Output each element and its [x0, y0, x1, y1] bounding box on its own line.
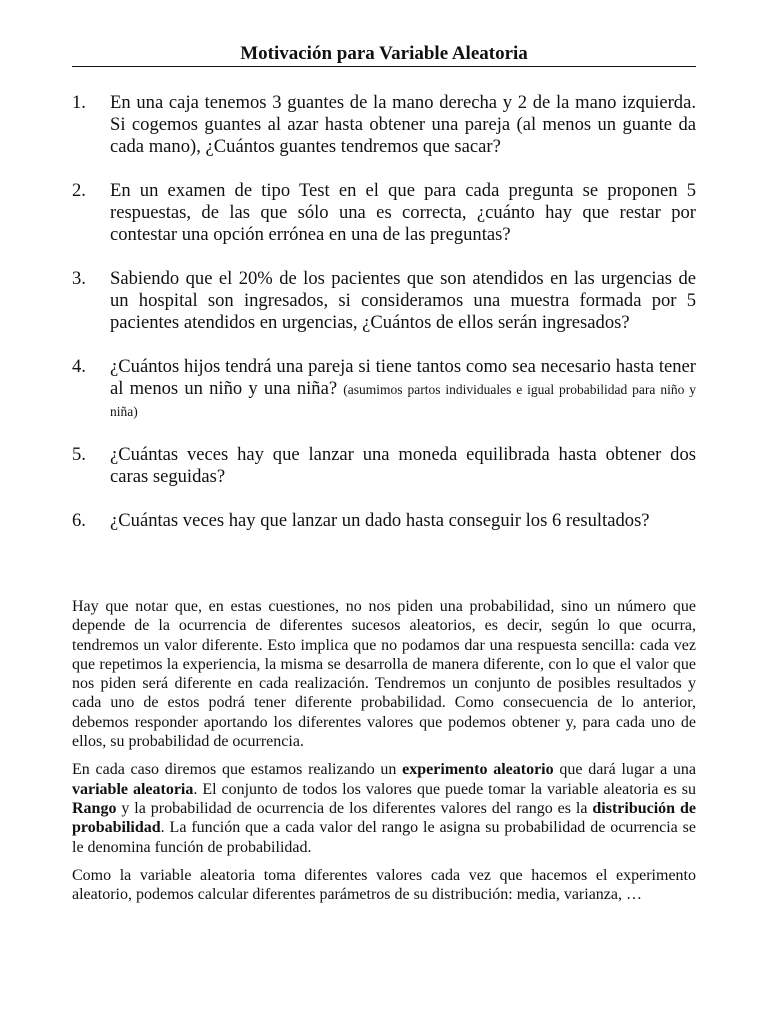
paragraph-parameters: Como la variable aleatoria toma diferentes valores cada vez que hacemos el experimento aleatorio, podemos calcular diferentes parámetros de su distribución: media, varianza, … — [72, 866, 696, 904]
question-number: 3. — [72, 268, 86, 289]
text-segment: En cada caso diremos que estamos realizando un — [72, 761, 403, 779]
question-item — [72, 444, 696, 488]
paragraph-motivation: Hay que notar que, en estas cuestiones, no nos piden una probabilidad, sino un número que depende de la ocurrencia de diferentes sucesos aleatorios, es decir, según lo que ocurra, tendremos un valor diferente. Esto implica que no podamos dar una respuesta sencilla: cada vez que repetimos la experiencia, la misma se desarrolla de manera diferente, con lo que el valor que nos piden será diferente en cada realización. Tendremos un conjunto de posibles resultados y cada uno de estos podrá tener diferente probabilidad. Como consecuencia de lo anterior, debemos responder aportando los diferentes valores que podemos obtener y, para cada uno de ellos, su probabilidad de ocurrencia. — [72, 598, 696, 751]
term-experimento-aleatorio: experimento aleatorio — [402, 761, 554, 779]
term-rango: Rango — [72, 799, 117, 817]
paragraph-definitions — [72, 760, 696, 856]
question-text: ¿Cuántos hijos tendrá una pareja si tiene tantos como sea necesario hasta tener al menos un niño y una niña? — [110, 356, 696, 399]
question-number: 1. — [72, 92, 86, 113]
question-item — [72, 356, 696, 422]
text-segment: . El conjunto de todos los valores que puede tomar la variable aleatoria es su — [193, 780, 696, 798]
question-number: 6. — [72, 510, 86, 531]
text-segment: . La función que a cada valor del rango le asigna su probabilidad de ocurrencia se le denomina función de probabilidad. — [72, 819, 696, 856]
question-text: ¿Cuántas veces hay que lanzar un dado hasta conseguir los 6 resultados? — [110, 510, 650, 531]
question-item — [72, 92, 696, 158]
title-underline — [72, 66, 696, 67]
question-number: 4. — [72, 356, 86, 377]
question-text: ¿Cuántas veces hay que lanzar una moneda equilibrada hasta obtener dos caras seguidas? — [110, 444, 696, 487]
question-number: 5. — [72, 444, 86, 465]
question-note: (asumimos partos individuales e igual probabilidad para niño y niña) — [110, 382, 696, 419]
term-distribucion: distribución de probabilidad — [72, 799, 697, 837]
term-variable-aleatoria: variable aleatoria — [72, 780, 194, 798]
explanation-section — [72, 597, 696, 913]
text-segment: y la probabilidad de ocurrencia de los diferentes valores del rango es la — [116, 799, 593, 817]
page-title: Motivación para Variable Aleatoria — [240, 43, 528, 64]
question-list — [72, 92, 696, 554]
question-text: En una caja tenemos 3 guantes de la mano derecha y 2 de la mano izquierda. Si cogemos guantes al azar hasta obtener una pareja (al menos un guante da cada mano), ¿Cuántos guantes tendremos que sacar? — [110, 92, 696, 157]
question-text: En un examen de tipo Test en el que para cada pregunta se proponen 5 respuestas, de las que sólo una es correcta, ¿cuánto hay que restar por contestar una opción errónea en una de las preguntas? — [110, 180, 696, 245]
question-item — [72, 180, 696, 246]
text-segment: que dará lugar a una — [553, 761, 697, 779]
question-text: Sabiendo que el 20% de los pacientes que son atendidos en las urgencias de un hospital son ingresados, si consideramos una muestra formada por 5 pacientes atendidos en urgencias, ¿Cuántos de ellos serán ingresados? — [110, 268, 696, 333]
question-number: 2. — [72, 180, 86, 201]
question-item — [72, 268, 696, 334]
question-item — [72, 510, 696, 532]
